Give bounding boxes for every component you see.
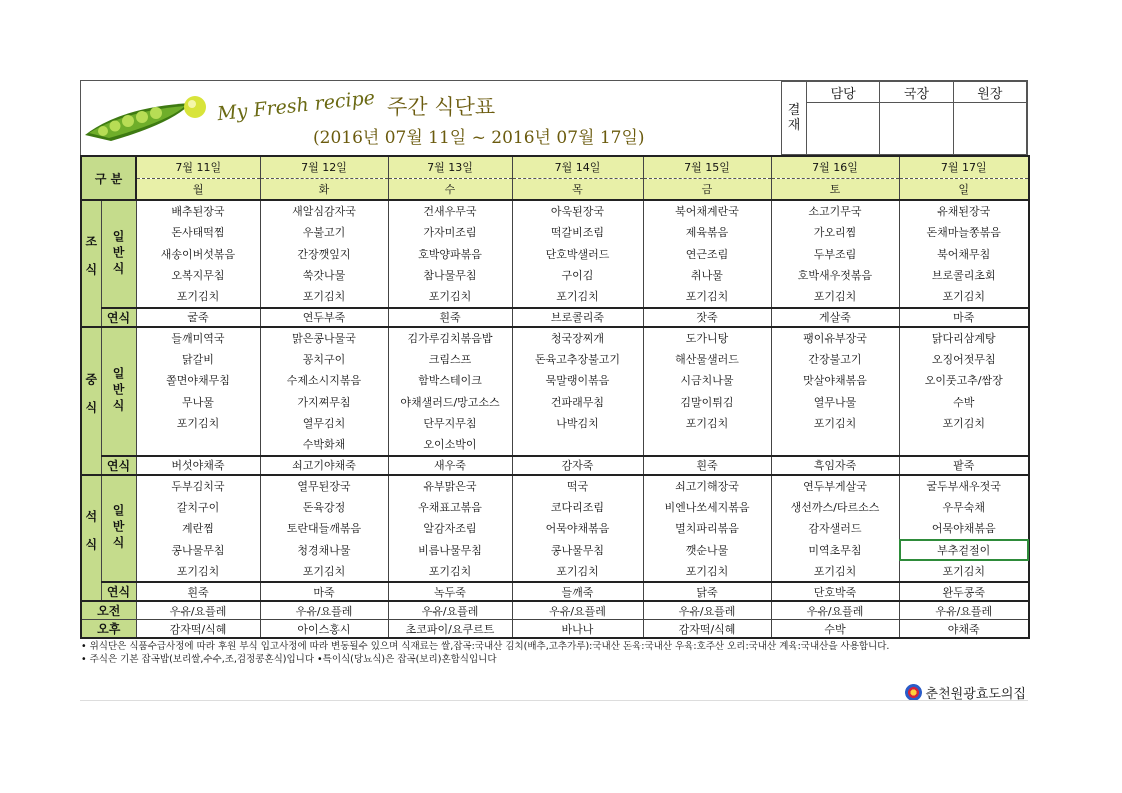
snack-row xyxy=(81,601,1029,620)
snack-label: 오후 xyxy=(81,620,136,639)
menu-cell[interactable]: 쑥갓나물 xyxy=(260,265,388,287)
sheet-gridline xyxy=(80,700,1028,701)
menu-period: (2016년 07월 11일 ~ 2016년 07월 17일) xyxy=(313,128,645,148)
porridge-label: 연식 xyxy=(101,582,136,601)
menu-cell[interactable]: 포기김치 xyxy=(260,286,388,308)
menu-cell[interactable]: 참나물무침 xyxy=(388,265,512,287)
menu-cell[interactable]: 연두부게살국 xyxy=(771,475,899,497)
snack-cell[interactable]: 우유/요플레 xyxy=(136,601,260,620)
menu-cell[interactable]: 포기김치 xyxy=(260,561,388,583)
meal-row xyxy=(81,327,1029,349)
menu-cell[interactable]: 배추된장국 xyxy=(136,200,260,222)
menu-cell[interactable]: 어묵야채볶음 xyxy=(512,518,643,540)
menu-cell[interactable]: 어묵야채볶음 xyxy=(899,518,1029,540)
porridge-cell[interactable]: 쇠고기야채죽 xyxy=(260,456,388,475)
menu-cell[interactable]: 돈사태떡찜 xyxy=(136,222,260,244)
meal-row xyxy=(81,475,1029,497)
snack-cell[interactable]: 감자떡/식혜 xyxy=(643,620,771,639)
snack-cell[interactable]: 우유/요플레 xyxy=(260,601,388,620)
meal-row xyxy=(81,370,1029,392)
porridge-cell[interactable]: 연두부죽 xyxy=(260,308,388,327)
menu-cell[interactable]: 포기김치 xyxy=(512,286,643,308)
approval-role-1: 담당 xyxy=(807,82,880,103)
menu-cell[interactable]: 우채표고볶음 xyxy=(388,496,512,518)
menu-cell[interactable]: 돈채마늘쫑볶음 xyxy=(899,222,1029,244)
menu-cell[interactable]: 포기김치 xyxy=(512,561,643,583)
menu-cell[interactable]: 콩나물무침 xyxy=(512,539,643,561)
menu-cell[interactable]: 김가루김치볶음밥 xyxy=(388,327,512,349)
porridge-cell[interactable]: 단호박죽 xyxy=(771,582,899,601)
menu-cell[interactable]: 아욱된장국 xyxy=(512,200,643,222)
menu-cell[interactable]: 함박스테이크 xyxy=(388,370,512,392)
menu-cell[interactable]: 연근조림 xyxy=(643,243,771,265)
pea-pod-logo xyxy=(81,89,211,145)
porridge-cell[interactable]: 완두콩죽 xyxy=(899,582,1029,601)
menu-cell[interactable]: 코다리조림 xyxy=(512,496,643,518)
snack-cell[interactable]: 우유/요플레 xyxy=(512,601,643,620)
menu-cell[interactable]: 두부조림 xyxy=(771,243,899,265)
menu-cell[interactable]: 구이김 xyxy=(512,265,643,287)
menu-cell[interactable]: 시금치나물 xyxy=(643,370,771,392)
meal-row xyxy=(81,391,1029,413)
porridge-label: 연식 xyxy=(101,308,136,327)
day-weekday: 금 xyxy=(643,178,771,200)
menu-cell[interactable] xyxy=(136,434,260,456)
porridge-cell[interactable]: 흰죽 xyxy=(136,582,260,601)
meal-row xyxy=(81,434,1029,456)
menu-cell[interactable]: 꽁치구이 xyxy=(260,348,388,370)
menu-cell[interactable]: 포기김치 xyxy=(388,286,512,308)
gubun-header: 구 분 xyxy=(81,156,136,200)
menu-cell[interactable]: 청국장찌개 xyxy=(512,327,643,349)
approval-box xyxy=(781,81,1027,155)
menu-cell[interactable]: 북어채무침 xyxy=(899,243,1029,265)
day-date: 7월 14일 xyxy=(512,156,643,178)
menu-sheet xyxy=(80,80,1028,666)
menu-cell[interactable]: 소고기무국 xyxy=(771,200,899,222)
snack-cell[interactable]: 우유/요플레 xyxy=(643,601,771,620)
porridge-cell[interactable]: 새우죽 xyxy=(388,456,512,475)
meal-row xyxy=(81,413,1029,435)
meal-type: 일반식 xyxy=(101,475,136,583)
snack-cell[interactable]: 우유/요플레 xyxy=(771,601,899,620)
menu-cell[interactable]: 북어채계란국 xyxy=(643,200,771,222)
menu-cell[interactable]: 계란찜 xyxy=(136,518,260,540)
menu-cell[interactable]: 유부맑은국 xyxy=(388,475,512,497)
porridge-cell[interactable]: 들깨죽 xyxy=(512,582,643,601)
menu-table xyxy=(80,155,1030,639)
menu-cell[interactable]: 돈육고추장불고기 xyxy=(512,348,643,370)
menu-cell[interactable]: 크림스프 xyxy=(388,348,512,370)
porridge-row xyxy=(81,456,1029,475)
menu-cell[interactable]: 콩나물무침 xyxy=(136,539,260,561)
menu-cell[interactable]: 새알심감자국 xyxy=(260,200,388,222)
meal-row xyxy=(81,496,1029,518)
menu-cell[interactable]: 생선까스/타르소스 xyxy=(771,496,899,518)
menu-cell[interactable]: 굴두부새우젓국 xyxy=(899,475,1029,497)
snack-cell[interactable]: 아이스홍시 xyxy=(260,620,388,639)
brand-text: My Fresh recipe xyxy=(216,86,376,126)
menu-cell[interactable]: 포기김치 xyxy=(643,286,771,308)
menu-cell[interactable]: 닭갈비 xyxy=(136,348,260,370)
menu-cell[interactable]: 쫄면야채무침 xyxy=(136,370,260,392)
menu-cell[interactable] xyxy=(899,434,1029,456)
menu-cell[interactable]: 팽이유부장국 xyxy=(771,327,899,349)
meal-label: 조식 xyxy=(81,200,101,327)
day-weekday: 화 xyxy=(260,178,388,200)
menu-cell[interactable]: 포기김치 xyxy=(388,561,512,583)
menu-cell[interactable]: 수제소시지볶음 xyxy=(260,370,388,392)
meal-row xyxy=(81,200,1029,222)
meal-row xyxy=(81,518,1029,540)
menu-cell[interactable]: 포기김치 xyxy=(899,286,1029,308)
menu-cell[interactable]: 포기김치 xyxy=(899,413,1029,435)
menu-cell[interactable]: 떡갈비조림 xyxy=(512,222,643,244)
menu-cell[interactable]: 수박 xyxy=(899,391,1029,413)
organization-name: 춘천원광효도의집 xyxy=(925,687,1026,702)
menu-cell[interactable]: 깻순나물 xyxy=(643,539,771,561)
menu-cell[interactable]: 돈육강정 xyxy=(260,496,388,518)
menu-cell[interactable]: 야채샐러드/망고소스 xyxy=(388,391,512,413)
porridge-cell[interactable]: 마죽 xyxy=(260,582,388,601)
menu-cell[interactable]: 포기김치 xyxy=(771,413,899,435)
porridge-cell[interactable]: 감자죽 xyxy=(512,456,643,475)
menu-cell[interactable]: 수박화채 xyxy=(260,434,388,456)
day-weekday: 일 xyxy=(899,178,1029,200)
menu-cell[interactable] xyxy=(771,434,899,456)
day-date: 7월 15일 xyxy=(643,156,771,178)
menu-cell[interactable]: 건새우무국 xyxy=(388,200,512,222)
porridge-cell[interactable]: 녹두죽 xyxy=(388,582,512,601)
porridge-cell[interactable]: 흰죽 xyxy=(388,308,512,327)
menu-cell[interactable]: 오이풋고추/쌈장 xyxy=(899,370,1029,392)
menu-cell[interactable]: 감자샐러드 xyxy=(771,518,899,540)
menu-cell[interactable]: 유채된장국 xyxy=(899,200,1029,222)
menu-cell[interactable]: 우무숙채 xyxy=(899,496,1029,518)
note-line: • 위식단은 식품수급사정에 따라 후원 부식 입고사정에 따라 변동될수 있으며 식재료는 쌀,잡곡:국내산 김치(배추,고추가루):국내산 돈육:국내산 우육:호주산 오리:국내산 계육:국내산을 사용합니다. xyxy=(81,641,890,652)
menu-cell[interactable]: 두부김치국 xyxy=(136,475,260,497)
menu-cell[interactable]: 포기김치 xyxy=(643,413,771,435)
menu-cell[interactable]: 나박김치 xyxy=(512,413,643,435)
porridge-cell[interactable]: 잣죽 xyxy=(643,308,771,327)
day-weekday: 목 xyxy=(512,178,643,200)
menu-cell[interactable]: 토란대들깨볶음 xyxy=(260,518,388,540)
menu-cell[interactable]: 포기김치 xyxy=(771,561,899,583)
menu-cell[interactable]: 맑은콩나물국 xyxy=(260,327,388,349)
page-title: 주간 식단표 xyxy=(387,95,496,119)
snack-label: 오전 xyxy=(81,601,136,620)
day-date: 7월 11일 xyxy=(136,156,260,178)
menu-cell[interactable]: 포기김치 xyxy=(899,561,1029,583)
menu-cell[interactable]: 열무김치 xyxy=(260,413,388,435)
menu-cell[interactable]: 묵말랭이볶음 xyxy=(512,370,643,392)
menu-cell[interactable]: 부추겉절이 xyxy=(899,539,1029,561)
porridge-cell[interactable]: 흑임자죽 xyxy=(771,456,899,475)
menu-cell[interactable]: 포기김치 xyxy=(136,561,260,583)
menu-cell[interactable]: 열무된장국 xyxy=(260,475,388,497)
menu-cell[interactable]: 멸치파리볶음 xyxy=(643,518,771,540)
menu-cell[interactable]: 열무나물 xyxy=(771,391,899,413)
snack-cell[interactable]: 우유/요플레 xyxy=(388,601,512,620)
day-date: 7월 17일 xyxy=(899,156,1029,178)
menu-cell[interactable]: 맛살야채볶음 xyxy=(771,370,899,392)
menu-cell[interactable]: 가오리찜 xyxy=(771,222,899,244)
menu-cell[interactable]: 도가니탕 xyxy=(643,327,771,349)
menu-cell[interactable]: 호박새우젓볶음 xyxy=(771,265,899,287)
meal-row xyxy=(81,265,1029,287)
snack-row xyxy=(81,620,1029,639)
menu-cell[interactable]: 호박양파볶음 xyxy=(388,243,512,265)
menu-cell[interactable]: 간장불고기 xyxy=(771,348,899,370)
menu-cell[interactable] xyxy=(512,434,643,456)
menu-cell[interactable]: 포기김치 xyxy=(771,286,899,308)
menu-cell[interactable]: 해산물샐러드 xyxy=(643,348,771,370)
menu-cell[interactable]: 오징어젓무침 xyxy=(899,348,1029,370)
meal-row xyxy=(81,222,1029,244)
meal-label: 중식 xyxy=(81,327,101,475)
approval-role-2: 국장 xyxy=(880,82,953,103)
approval-label: 결재 xyxy=(782,82,807,155)
meal-type: 일반식 xyxy=(101,327,136,456)
menu-cell[interactable]: 떡국 xyxy=(512,475,643,497)
porridge-row xyxy=(81,308,1029,327)
menu-cell[interactable]: 단호박샐러드 xyxy=(512,243,643,265)
menu-cell[interactable]: 갈치구이 xyxy=(136,496,260,518)
meal-row xyxy=(81,286,1029,308)
notes xyxy=(80,640,1028,666)
day-weekday: 수 xyxy=(388,178,512,200)
porridge-label: 연식 xyxy=(101,456,136,475)
menu-cell[interactable]: 가지쪄무침 xyxy=(260,391,388,413)
meal-row xyxy=(81,348,1029,370)
porridge-row xyxy=(81,582,1029,601)
meal-row xyxy=(81,561,1029,583)
day-weekday: 월 xyxy=(136,178,260,200)
porridge-cell[interactable]: 닭죽 xyxy=(643,582,771,601)
day-date: 7월 12일 xyxy=(260,156,388,178)
day-weekday: 토 xyxy=(771,178,899,200)
menu-cell[interactable]: 비름나물무침 xyxy=(388,539,512,561)
menu-cell[interactable]: 포기김치 xyxy=(136,413,260,435)
menu-cell[interactable]: 포기김치 xyxy=(136,286,260,308)
menu-cell[interactable]: 새송이버섯볶음 xyxy=(136,243,260,265)
snack-cell[interactable]: 우유/요플레 xyxy=(899,601,1029,620)
menu-cell[interactable]: 미역초무침 xyxy=(771,539,899,561)
snack-cell[interactable]: 야채죽 xyxy=(899,620,1029,639)
menu-cell[interactable]: 들깨미역국 xyxy=(136,327,260,349)
menu-cell[interactable] xyxy=(643,434,771,456)
snack-cell[interactable]: 바나나 xyxy=(512,620,643,639)
menu-cell[interactable]: 김말이튀김 xyxy=(643,391,771,413)
day-date: 7월 13일 xyxy=(388,156,512,178)
menu-cell[interactable]: 알감자조림 xyxy=(388,518,512,540)
note-line: • 주식은 기본 잡곡밥(보리쌀,수수,조,검정콩혼식)입니다 •특이식(당뇨식)은 잡곡(보리)혼합식입니다 xyxy=(81,654,497,665)
porridge-cell[interactable]: 게살죽 xyxy=(771,308,899,327)
menu-cell[interactable]: 포기김치 xyxy=(643,561,771,583)
menu-cell[interactable]: 브로콜리초회 xyxy=(899,265,1029,287)
menu-cell[interactable]: 쇠고기해장국 xyxy=(643,475,771,497)
menu-cell[interactable]: 취나물 xyxy=(643,265,771,287)
menu-cell[interactable]: 오이소박이 xyxy=(388,434,512,456)
menu-cell[interactable]: 우불고기 xyxy=(260,222,388,244)
approval-role-3: 원장 xyxy=(953,82,1026,103)
porridge-cell[interactable]: 흰죽 xyxy=(643,456,771,475)
approval-sign-1[interactable] xyxy=(807,103,880,155)
menu-cell[interactable]: 무나물 xyxy=(136,391,260,413)
organization-logo-icon xyxy=(905,684,922,701)
snack-cell[interactable]: 수박 xyxy=(771,620,899,639)
menu-cell[interactable]: 제육볶음 xyxy=(643,222,771,244)
meal-type: 일반식 xyxy=(101,200,136,308)
porridge-cell[interactable]: 마죽 xyxy=(899,308,1029,327)
meal-row xyxy=(81,243,1029,265)
approval-sign-2[interactable] xyxy=(880,103,953,155)
menu-cell[interactable]: 건파래무침 xyxy=(512,391,643,413)
snack-cell[interactable]: 감자떡/식혜 xyxy=(136,620,260,639)
porridge-cell[interactable]: 팥죽 xyxy=(899,456,1029,475)
sheet-header xyxy=(80,80,1028,155)
approval-sign-3[interactable] xyxy=(953,103,1026,155)
menu-cell[interactable]: 단무지무침 xyxy=(388,413,512,435)
menu-cell[interactable]: 닭다리삼계탕 xyxy=(899,327,1029,349)
porridge-cell[interactable]: 브로콜리죽 xyxy=(512,308,643,327)
porridge-cell[interactable]: 굴죽 xyxy=(136,308,260,327)
snack-cell[interactable]: 초코파이/요쿠르트 xyxy=(388,620,512,639)
porridge-cell[interactable]: 버섯야채죽 xyxy=(136,456,260,475)
day-date: 7월 16일 xyxy=(771,156,899,178)
meal-row xyxy=(81,539,1029,561)
menu-cell[interactable]: 가자미조림 xyxy=(388,222,512,244)
meal-label: 석식 xyxy=(81,475,101,602)
menu-cell[interactable]: 간장깻잎지 xyxy=(260,243,388,265)
menu-cell[interactable]: 비엔나쏘세지볶음 xyxy=(643,496,771,518)
menu-cell[interactable]: 청경채나물 xyxy=(260,539,388,561)
menu-cell[interactable]: 오복지무침 xyxy=(136,265,260,287)
